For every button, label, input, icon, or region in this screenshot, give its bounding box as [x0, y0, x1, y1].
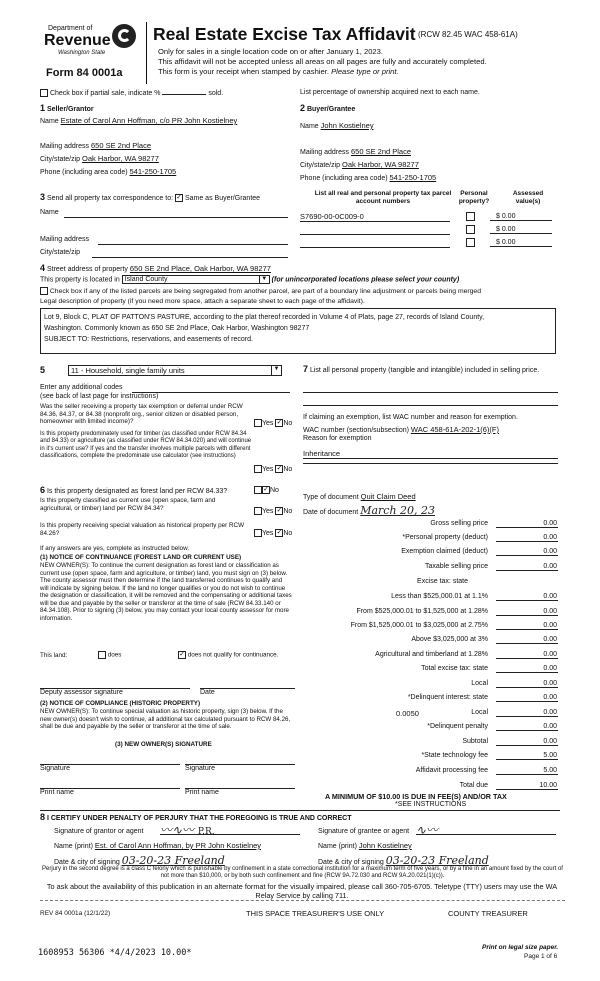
grantee-name-field[interactable]: John Kostielney: [358, 841, 412, 850]
historic-yes-label: Yes: [262, 529, 274, 537]
exemption-question: Was the seller receiving a property tax exemption or deferral under RCW 84.36, 84.37, or 84.38 (nonprofit org., senior citizen or disabled person, homeowner with limited income)?: [40, 403, 243, 426]
section-1-number: 1: [40, 103, 46, 113]
legal-description-box[interactable]: [40, 308, 556, 354]
street-address-field[interactable]: 650 SE 2nd Place, Oak Harbor, WA 98277: [129, 264, 271, 273]
print-label-2: Print name: [185, 789, 219, 796]
tax-row-value[interactable]: 0.00: [496, 651, 558, 659]
owner-sig-1[interactable]: [40, 764, 180, 772]
assessed-value-1[interactable]: [490, 213, 552, 221]
tax-row-label: Gross selling price: [430, 520, 488, 527]
grantee-date-field[interactable]: 03-20-23 Freeland: [385, 854, 489, 867]
personal-property-field-2[interactable]: [303, 405, 558, 406]
seller-title: Seller/Grantor: [46, 106, 94, 113]
section-2-number: 2: [300, 103, 306, 113]
historic-no-checkbox[interactable]: ✓: [276, 529, 283, 536]
s3-mail-label: Mailing address: [40, 236, 90, 243]
doc-type-label: Type of document: [303, 494, 359, 501]
current-use-yes-checkbox[interactable]: [254, 507, 262, 515]
grantee-date-label: Date & city of signing: [318, 859, 384, 866]
assessed-value-2[interactable]: [490, 226, 552, 234]
notice-compliance-text: NEW OWNER(S): To continue special valuation as historic property, sign (3) below. If the new owner(s) doesn't wish to continue, all additional tax calculated pursuant to RCW 84.26, shall be due and payable by the seller or transferor at the time of sale.: [40, 708, 291, 731]
personal-property-field-1[interactable]: [303, 392, 558, 393]
partial-pct-field[interactable]: [162, 94, 206, 95]
grantor-sig-label: Signature of grantor or agent: [54, 828, 144, 835]
seller-name-field[interactable]: Estate of Carol Ann Hoffman, c/o PR John Kostielney: [60, 116, 238, 125]
current-use-question: Is this property classified as current use (open space, farm and agricultural, or timber) land per RCW 84.34?: [40, 497, 216, 512]
section-4: [40, 263, 560, 358]
page-number: Page 1 of 6: [524, 953, 558, 960]
q1-no-checkbox[interactable]: ✓: [276, 419, 283, 426]
personal-header: Personal property?: [458, 190, 490, 205]
wac-label: WAC number (section/subsection): [303, 427, 409, 434]
historic-yes-checkbox[interactable]: [254, 529, 262, 537]
legal-line-2: Washington. Commonly known as 650 SE 2nd Place, Oak Harbor, Washington 98277: [44, 325, 310, 332]
partial-sale-checkbox[interactable]: [40, 89, 48, 97]
tax-row-label: From $525,000.01 to $1,525,000 at 1.28%: [356, 608, 488, 615]
tax-row-value[interactable]: 0.00: [496, 593, 558, 601]
header-note-1: Only for sales in a single location code on or after January 1, 2023.: [158, 47, 383, 56]
pr-label: P.R.: [197, 827, 215, 837]
street-label: Street address of property: [46, 266, 128, 273]
tax-row-value[interactable]: 10.00: [496, 782, 558, 790]
grantee-signature[interactable]: ∿〰: [416, 821, 556, 835]
grantor-date-label: Date & city of signing: [54, 859, 120, 866]
owner-print-2[interactable]: [185, 788, 295, 796]
cashier-stamp: 1608953 56306 *4/4/2023 10.00*: [38, 948, 192, 958]
tax-row-value[interactable]: 0.00: [496, 665, 558, 673]
buyer-phone-field[interactable]: 541-250-1705: [389, 173, 437, 182]
current-use-no-label: No: [283, 507, 293, 515]
exemption-label: If claiming an exemption, list WAC number and reason for exemption.: [303, 414, 518, 421]
header-divider: [146, 22, 147, 84]
reason-field[interactable]: Inheritance: [303, 449, 558, 459]
tax-row-value[interactable]: 0.00: [496, 548, 558, 556]
county-value: Island County: [124, 276, 168, 283]
q1-yes-label: Yes: [262, 419, 274, 427]
location-label: This property is located in: [40, 276, 120, 284]
doc-type-field[interactable]: Quit Claim Deed: [360, 492, 416, 501]
section-5: [40, 365, 295, 483]
tax-row-value[interactable]: 0.00: [496, 563, 558, 571]
this-land-label: This land:: [40, 652, 68, 659]
notice-continuance-text: NEW OWNER(S): To continue the current designation as forest land or classification as current use (open space, farm and agriculture, or timber) land, you must sign on (3) below. The county assessor must then determine if the land transferred continues to qualify and will indicate by signing below. If the land no longer qualifies or you do not wish to continue the designation or classification, it will be removed and the compensating or additional taxes will be due and payable by the seller or transferor at the time of sale (RCW 84.33.140 or 84.34.108). Prior to signing (3) below, you may contact your local county assessor for more information.: [40, 562, 292, 622]
parcel-row-2[interactable]: [300, 225, 450, 235]
buyer-mail-label: Mailing address: [300, 149, 350, 156]
buyer-city-label: City/state/zip: [300, 162, 341, 169]
tax-row-value[interactable]: 0.00: [496, 534, 558, 542]
tax-row-value[interactable]: 0.00: [496, 694, 558, 702]
tax-row-label: *Delinquent interest: state: [407, 694, 488, 701]
deputy-date-label: Date: [200, 689, 215, 696]
owner-print-1[interactable]: [40, 788, 180, 796]
tax-row-label: Exemption claimed (deduct): [401, 548, 488, 555]
personal-checkbox-1[interactable]: [466, 212, 475, 221]
s3-city-field[interactable]: [92, 257, 288, 258]
tax-row-label: *State technology fee: [421, 752, 488, 759]
s3-mail-field[interactable]: [98, 244, 288, 245]
tax-row-label: Local: [471, 709, 488, 716]
parcel-row-1[interactable]: [300, 212, 450, 222]
tax-row-value[interactable]: 0.00: [496, 636, 558, 644]
header-note-2: This affidavit will not be accepted unless all areas on all pages are fully and accurately completed.: [158, 57, 487, 66]
local-rate: 0.0050: [396, 709, 419, 718]
s3-city-label: City/state/zip: [40, 249, 81, 256]
buyer-section: [300, 103, 560, 188]
legal-paper-note: Print on legal size paper.: [482, 944, 559, 951]
assessed-value-1-text: $ 0.00: [496, 213, 516, 220]
section-3-number: 3: [40, 192, 46, 202]
timber-question: Is this property predominately used for timber (as classified under RCW 84.34 and 84.33) or agriculture (as classified under RCW 84.34.020) and will continue in it's current use? If yes and the transfer involves multiple parcels with different classifications, complete the predominate use calculator (see instructions): [40, 431, 252, 460]
new-owner-sig-heading: (3) NEW OWNER(S) SIGNATURE: [115, 741, 212, 748]
tax-row-value[interactable]: 5.00: [496, 767, 558, 775]
parcel-accounts: [300, 190, 560, 262]
treasurer-divider: [40, 900, 565, 901]
tax-row-label: Total due: [459, 782, 488, 789]
grantee-name-label: Name (print): [318, 843, 357, 850]
parcel-row-3[interactable]: [300, 238, 450, 248]
state-label: Washington State: [58, 50, 106, 56]
partial-sale-row: [40, 89, 223, 97]
forest-no-checkbox[interactable]: ✓: [263, 486, 269, 493]
tax-row-label: Affidavit processing fee: [415, 767, 488, 774]
dor-logo: [44, 22, 139, 67]
tax-row-label: Taxable selling price: [424, 563, 488, 570]
historic-question: Is this property receiving special valuation as historical property per RCW 84.26?: [40, 522, 245, 537]
buyer-phone-label: Phone (including area code): [300, 175, 388, 182]
header-note-3: [158, 67, 399, 76]
any-yes-note: If any answers are yes, complete as instructed below.: [40, 545, 190, 552]
tax-row-value[interactable]: 0.00: [496, 709, 558, 717]
personal-property-label: List all personal property (tangible and intangible) included in selling price.: [309, 367, 540, 374]
seller-city-label: City/state/zip: [40, 156, 81, 163]
see-instructions-note: (see back of last page for instructions): [40, 393, 159, 400]
accessibility-notice: To ask about the availability of this publication in an alternate format for the visually impaired, please call 360-705-6705. Teletype (TTY) users may use the WA Relay Service by calling 711.: [46, 882, 558, 900]
not-qualify-label: does not qualify for continuance.: [187, 651, 279, 659]
ownership-note: List percentage of ownership acquired next to each name.: [300, 89, 480, 96]
section-8-number: 8: [40, 812, 46, 822]
s3-name-label: Name: [40, 209, 59, 216]
legal-line-1: Lot 9, Block C, PLAT OF PATTON'S PASTURE, according to the plat thereof recorded in Volume 4 of Plats, page 27, records of Island County,: [44, 314, 485, 321]
assessed-value-3-text: $ 0.00: [496, 239, 516, 246]
grantor-name-field[interactable]: Est. of Carol Ann Hoffman, by PR John Kostielney: [94, 841, 262, 850]
tax-row-label: Local: [471, 680, 488, 687]
seller-phone-field[interactable]: 541-250-1705: [129, 167, 177, 176]
assessed-header: Assessed value(s): [512, 190, 544, 205]
section-5-number: 5: [40, 365, 46, 375]
deputy-date-line[interactable]: [200, 688, 295, 696]
tax-row-label: *Personal property (deduct): [402, 534, 488, 541]
q2-no-label: No: [283, 465, 293, 473]
segregated-checkbox[interactable]: [40, 287, 48, 295]
see-instructions: *SEE INSTRUCTIONS: [395, 801, 467, 808]
s3-name-field[interactable]: [64, 217, 288, 218]
grantor-name-label: Name (print): [54, 843, 93, 850]
not-qualify-checkbox[interactable]: ✓: [179, 651, 185, 658]
reason-label: Reason for exemption: [303, 435, 372, 442]
type-print-note: Please type or print.: [331, 67, 399, 76]
section-8: [40, 810, 560, 866]
parcel-header: List all real and personal property tax parcel account numbers: [314, 190, 452, 205]
seller-section: [40, 103, 290, 183]
personal-checkbox-2[interactable]: [466, 225, 475, 234]
tax-row-value[interactable]: 5.00: [496, 752, 558, 760]
seller-mail-label: Mailing address: [40, 143, 90, 150]
buyer-name-field[interactable]: John Kostielney: [320, 121, 374, 130]
treasurer-use-label: THIS SPACE TREASURER'S USE ONLY: [246, 909, 385, 918]
parcel-acct-1: S7690-00-0C009-0: [300, 212, 364, 221]
rev-number: REV 84 0001a (12/1/22): [40, 910, 111, 917]
tax-row-label: Subtotal: [462, 738, 488, 745]
current-use-no-checkbox[interactable]: ✓: [276, 507, 283, 514]
certify-text: I CERTIFY UNDER PENALTY OF PERJURY THAT THE FOREGOING IS TRUE AND CORRECT: [46, 815, 352, 822]
grantor-date-field[interactable]: 03-20-23 Freeland: [121, 854, 225, 867]
same-as-buyer-label: Same as Buyer/Grantee: [184, 195, 261, 202]
receipt-note: This form is your receipt when stamped by cashier.: [158, 67, 329, 76]
tax-row-value[interactable]: 0.00: [496, 738, 558, 746]
seller-phone-label: Phone (including area code): [40, 169, 128, 176]
q2-yes-checkbox[interactable]: [254, 465, 262, 473]
q1-no-label: No: [283, 419, 293, 427]
form-number: Form 84 0001a: [46, 67, 123, 79]
tax-row-label: Excise tax: state: [417, 578, 468, 585]
does-label: does: [107, 651, 122, 659]
reason-field-2[interactable]: [303, 463, 558, 464]
deputy-signature-line[interactable]: [40, 688, 190, 696]
current-use-yes-label: Yes: [262, 507, 274, 515]
section-7: [303, 365, 560, 525]
sig-label-2: Signature: [185, 765, 215, 772]
legal-desc-label: Legal description of property (if you need more space, attach a separate sheet to each page of the affidavit).: [40, 298, 365, 305]
assessed-value-3[interactable]: [490, 239, 552, 247]
q2-yes-label: Yes: [262, 465, 274, 473]
sig-label-1: Signature: [40, 765, 70, 772]
same-as-buyer-checkbox[interactable]: ✓: [176, 194, 182, 202]
forest-yes-checkbox[interactable]: [254, 486, 262, 494]
sold-label: sold.: [208, 89, 224, 97]
additional-codes-label: Enter any additional codes: [40, 384, 123, 391]
segregated-label: Check box if any of the listed parcels are being segregated from another parcel, are part of a boundary line adjustment or parcels being merged: [49, 287, 481, 295]
section-6: [40, 485, 295, 825]
forest-question: Is this property designated as forest land per RCW 84.33?: [46, 488, 228, 495]
doc-date-label: Date of document: [303, 509, 359, 516]
q1-yes-checkbox[interactable]: [254, 419, 262, 427]
chevron-down-icon: ▼: [259, 276, 269, 283]
personal-checkbox-3[interactable]: [466, 238, 475, 247]
form-title: Real Estate Excise Tax Affidavit: [153, 24, 416, 44]
historic-no-label: No: [283, 529, 293, 537]
section-6-number: 6: [40, 485, 46, 495]
tax-row-label: Less than $525,000.01 at 1.1%: [391, 593, 488, 600]
land-use-select[interactable]: [68, 365, 282, 376]
print-label-1: Print name: [40, 789, 74, 796]
assessed-value-2-text: $ 0.00: [496, 226, 516, 233]
section-7-number: 7: [303, 364, 309, 374]
owner-sig-2[interactable]: [185, 764, 295, 772]
logo-swirl-icon: [112, 24, 136, 48]
deputy-label: Deputy assessor signature: [40, 689, 123, 696]
rcw-ref: (RCW 82.45 WAC 458-61A): [418, 30, 518, 39]
tax-row-label: Total excise tax: state: [421, 665, 488, 672]
buyer-mail-field[interactable]: 650 SE 2nd Place: [350, 147, 412, 156]
does-checkbox[interactable]: [98, 651, 106, 659]
section-3: [40, 192, 290, 262]
partial-sale-label: Check box if partial sale, indicate %: [49, 89, 161, 97]
tax-row-value[interactable]: 0.00: [496, 723, 558, 731]
location-note: (for unincorporated locations please select your county): [271, 276, 460, 284]
buyer-title: Buyer/Grantee: [306, 106, 356, 113]
notice-compliance-heading: (2) NOTICE OF COMPLIANCE (HISTORIC PROPERTY): [40, 700, 201, 707]
tax-row-value[interactable]: 0.00: [496, 608, 558, 616]
grantor-signature[interactable]: 〰∿〰 P.R.: [160, 821, 300, 835]
chevron-down-icon: ▼: [271, 366, 281, 375]
notice-continuance-heading: (1) NOTICE OF CONTINUANCE (FOREST LAND OR CURRENT USE): [40, 554, 242, 561]
section-4-number: 4: [40, 263, 46, 273]
county-treasurer-label: COUNTY TREASURER: [448, 909, 528, 918]
tax-row-label: Agricultural and timberland at 1.28%: [375, 651, 488, 658]
seller-name-label: Name: [40, 118, 59, 125]
tax-row-value[interactable]: 0.00: [496, 622, 558, 630]
land-use-value: 11 - Household, single family units: [71, 366, 185, 375]
minimum-due-note: A MINIMUM OF $10.00 IS DUE IN FEE(S) AND/OR TAX: [325, 792, 507, 801]
buyer-name-label: Name: [300, 123, 319, 130]
q2-no-checkbox[interactable]: ✓: [276, 465, 283, 472]
forest-no-label: No: [270, 486, 279, 494]
legal-line-3: SUBJECT TO: Restrictions, reservations, and easements of record.: [44, 336, 253, 343]
buyer-city-field[interactable]: Oak Harbor, WA 98277: [342, 160, 419, 169]
tax-row-value[interactable]: 0.00: [496, 680, 558, 688]
tax-row-value[interactable]: 0.00: [496, 520, 558, 528]
correspondence-label: Send all property tax correspondence to:: [46, 195, 174, 202]
seller-city-field[interactable]: Oak Harbor, WA 98277: [82, 154, 159, 163]
perjury-notice: Perjury in the second degree is a class C felony which is punishable by confinement in a state correctional institution for a maximum term of five years, or by a fine in an amount fixed by the court of not more than $10,000, or by both such confinement and fine (RCW 9A.72.030 and RCW 9A.20.021(1)(c)).: [42, 866, 563, 879]
county-select[interactable]: [122, 275, 270, 284]
revenue-wordmark: Revenue: [44, 32, 111, 49]
tax-row-label: Above $3,025,000 at 3%: [411, 636, 488, 643]
grantee-sig-label: Signature of grantee or agent: [318, 828, 410, 835]
doc-date-field[interactable]: March 20, 23: [360, 504, 436, 517]
seller-mail-field[interactable]: 650 SE 2nd Place: [90, 141, 152, 150]
tax-row-label: From $1,525,000.01 to $3,025,000 at 2.75%: [350, 622, 488, 629]
wac-field[interactable]: WAC 458-61A-202-1(6)(F): [410, 425, 499, 434]
tax-row-label: *Delinquent penalty: [427, 723, 488, 730]
dept-label: Department of: [48, 25, 93, 32]
